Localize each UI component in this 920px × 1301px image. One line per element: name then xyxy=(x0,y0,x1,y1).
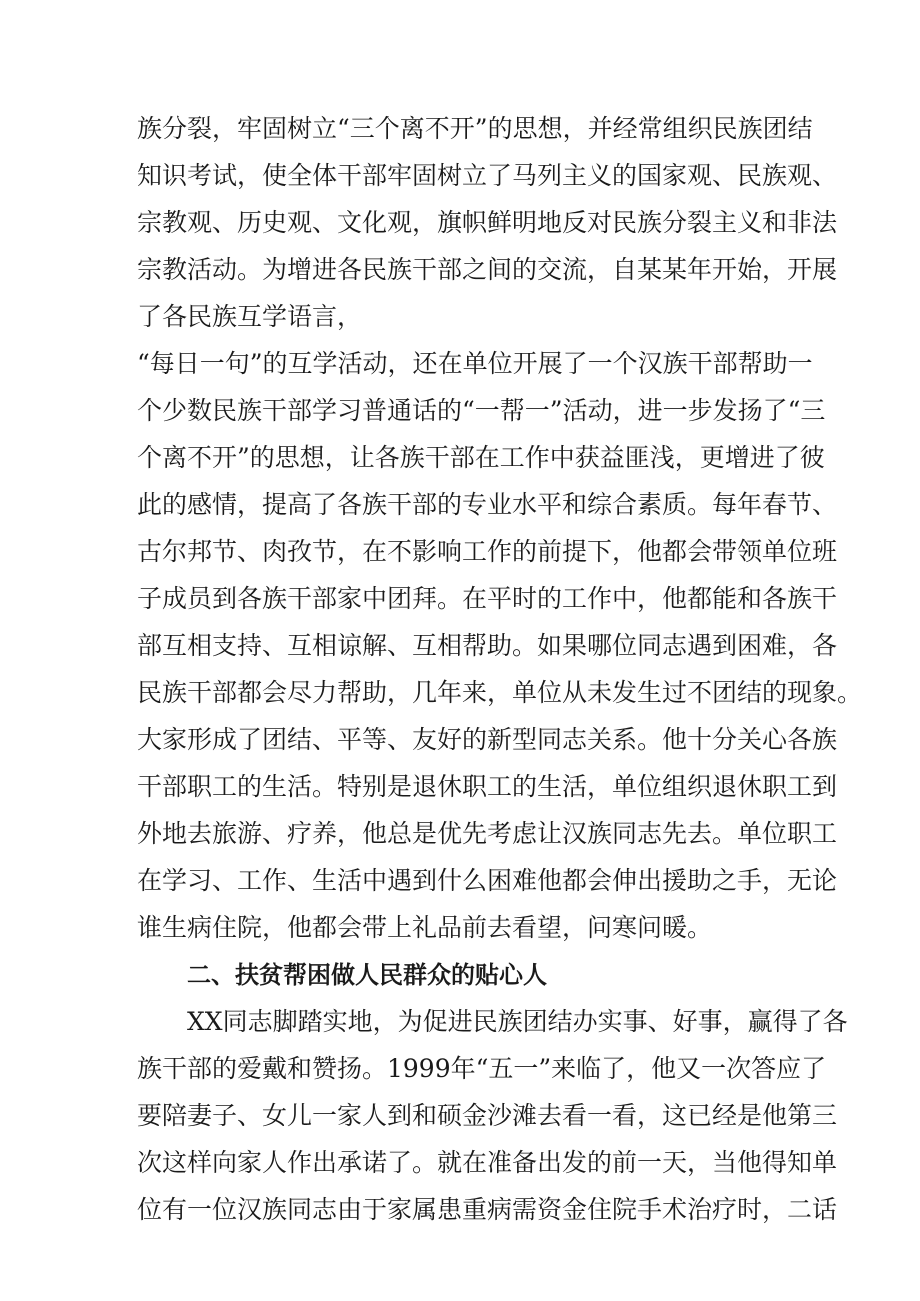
body-text-line: 族干部的爱戴和赞扬。1999年“五一”来临了，他又一次答应了 xyxy=(137,1054,827,1083)
body-text-line: 了各民族互学语言， xyxy=(137,302,363,331)
body-text-line: “每日一句”的互学活动，还在单位开展了一个汉族干部帮助一 xyxy=(137,349,813,378)
body-text-line: 子成员到各族干部家中团拜。在平时的工作中，他都能和各族干 xyxy=(137,584,838,613)
body-text-line: 宗教观、历史观、文化观，旗帜鲜明地反对民族分裂主义和非法 xyxy=(137,208,838,237)
body-text-line: 民族干部都会尽力帮助，几年来，单位从未发生过不团结的现象。 xyxy=(137,678,863,707)
body-text-line: 宗教活动。为增进各民族干部之间的交流，自某某年开始，开展 xyxy=(137,255,838,284)
body-text-line: 古尔邦节、肉孜节，在不影响工作的前提下，他都会带领单位班 xyxy=(137,537,838,566)
body-text-line: 大家形成了团结、平等、友好的新型同志关系。他十分关心各族 xyxy=(137,725,838,754)
body-text-line: 部互相支持、互相谅解、互相帮助。如果哪位同志遇到困难，各 xyxy=(137,631,838,660)
body-text-line: 知识考试，使全体干部牢固树立了马列主义的国家观、民族观、 xyxy=(137,161,838,190)
body-text-line: 要陪妻子、女儿一家人到和硕金沙滩去看一看，这已经是他第三 xyxy=(137,1101,838,1130)
body-text-line: 位有一位汉族同志由于家属患重病需资金住院手术治疗时，二话 xyxy=(137,1195,838,1224)
body-text-line: 次这样向家人作出承诺了。就在准备出发的前一天，当他得知单 xyxy=(137,1148,838,1177)
body-text-line: 谁生病住院，他都会带上礼品前去看望，问寒问暖。 xyxy=(137,913,713,942)
body-text-line: 个少数民族干部学习普通话的“一帮一”活动，进一步发扬了“三 xyxy=(137,396,826,425)
body-text-line: XX同志脚踏实地，为促进民族团结办实事、好事，赢得了各 xyxy=(187,1007,848,1036)
body-text-line: 外地去旅游、疗养，他总是优先考虑让汉族同志先去。单位职工 xyxy=(137,819,838,848)
body-text-line: 在学习、工作、生活中遇到什么困难他都会伸出援助之手，无论 xyxy=(137,866,838,895)
body-text-line: 个离不开”的思想，让各族干部在工作中获益匪浅，更增进了彼 xyxy=(137,443,825,472)
body-text-line: 此的感情，提高了各族干部的专业水平和综合素质。每年春节、 xyxy=(137,490,838,519)
section-heading: 二、扶贫帮困做人民群众的贴心人 xyxy=(187,961,547,989)
body-text-line: 族分裂，牢固树立“三个离不开”的思想，并经常组织民族团结 xyxy=(137,114,813,143)
body-text-line: 干部职工的生活。特别是退休职工的生活，单位组织退休职工到 xyxy=(137,772,838,801)
